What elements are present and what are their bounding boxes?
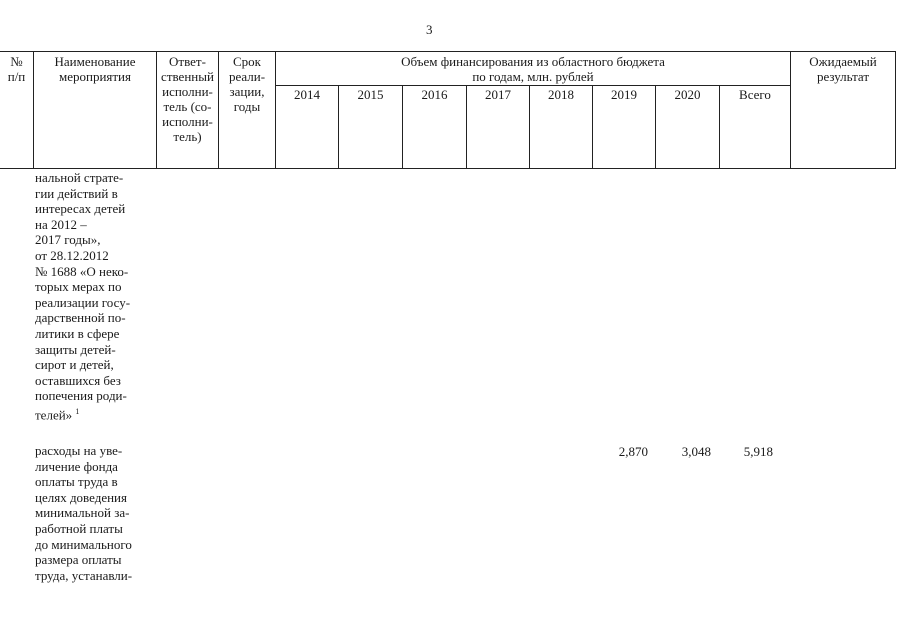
header-funding-line2: по годам, млн. рублей bbox=[472, 69, 594, 84]
header-resp-line5: исполни- bbox=[162, 114, 213, 129]
header-resp-line3: исполни- bbox=[162, 84, 213, 99]
row1-line: интересах детей bbox=[35, 201, 126, 217]
header-term-line4: годы bbox=[233, 99, 261, 114]
header-term-line3: зации, bbox=[229, 84, 265, 99]
header-name-line1: Наименование bbox=[54, 54, 136, 69]
row1-last-line: телей» bbox=[35, 407, 73, 423]
header-num bbox=[0, 54, 33, 84]
header-term bbox=[219, 54, 275, 114]
row2-name bbox=[35, 443, 132, 583]
header-year-2017: 2017 bbox=[485, 87, 511, 102]
row2-line: оплаты труда в bbox=[35, 474, 118, 490]
row1-line: на 2012 – bbox=[35, 216, 87, 232]
header-result-line1: Ожидаемый bbox=[809, 54, 877, 69]
row1-line: нальной страте- bbox=[35, 170, 124, 185]
row1-line: оставшихся без bbox=[35, 372, 121, 388]
header-responsible bbox=[157, 54, 218, 144]
header-resp-line2: ственный bbox=[161, 69, 214, 84]
header-result-line2: результат bbox=[816, 69, 870, 84]
row2-line: размера оплаты bbox=[35, 552, 122, 568]
header-term-line1: Срок bbox=[233, 54, 261, 69]
row2-line: личение фонда bbox=[35, 458, 118, 474]
header-result bbox=[791, 54, 895, 84]
page-number: 3 bbox=[426, 22, 433, 37]
header-resp-line1: Ответ- bbox=[169, 54, 206, 69]
row2-line: минимальной за- bbox=[35, 505, 130, 521]
header-name bbox=[34, 54, 156, 84]
row2-line: целях доведения bbox=[35, 489, 127, 505]
row2-line: расходы на уве- bbox=[35, 443, 123, 458]
row1-line: литики в сфере bbox=[35, 325, 120, 341]
table-header bbox=[0, 51, 905, 169]
header-funding bbox=[276, 54, 790, 84]
row1-line bbox=[35, 404, 130, 423]
header-year-2018: 2018 bbox=[548, 87, 574, 102]
row2-line: работной платы bbox=[35, 520, 123, 536]
row2-value-total: 5,918 bbox=[743, 444, 773, 459]
row1-line: торых мерах по bbox=[35, 279, 122, 295]
header-year-2019: 2019 bbox=[611, 87, 637, 102]
row1-line: сирот и детей, bbox=[35, 357, 114, 373]
header-num-line1: № bbox=[10, 54, 23, 69]
row1-line: № 1688 «О неко- bbox=[35, 263, 129, 279]
row1-line: от 28.12.2012 bbox=[35, 247, 109, 263]
header-resp-line4: тель (со- bbox=[163, 99, 212, 114]
header-resp-line6: тель) bbox=[173, 129, 202, 144]
row1-line: гии действий в bbox=[35, 185, 118, 201]
row2-line: труда, устанавли- bbox=[35, 567, 133, 583]
row2-value-2020: 3,048 bbox=[681, 444, 711, 459]
row1-line: реализации госу- bbox=[35, 294, 131, 310]
header-year-2020: 2020 bbox=[674, 87, 701, 102]
row1-line: дарственной по- bbox=[35, 310, 126, 326]
header-funding-line1: Объем финансирования из областного бюджета bbox=[401, 54, 665, 69]
row2-value-2019: 2,870 bbox=[618, 444, 648, 459]
header-year-2016: 2016 bbox=[421, 87, 448, 102]
header-term-line2: реали- bbox=[228, 69, 266, 84]
header-year-2015: 2015 bbox=[357, 87, 384, 102]
header-total: Всего bbox=[739, 87, 771, 102]
header-year-2014: 2014 bbox=[294, 87, 320, 102]
row1-name bbox=[35, 170, 130, 423]
row2-line: до минимального bbox=[35, 536, 132, 552]
header-name-line2: мероприятия bbox=[58, 69, 131, 84]
row1-line: попечения роди- bbox=[35, 388, 127, 404]
footnote-marker: 1 bbox=[75, 406, 80, 416]
row1-line: защиты детей- bbox=[35, 341, 116, 357]
row1-line: 2017 годы», bbox=[35, 232, 101, 248]
header-num-line2: п/п bbox=[7, 69, 26, 84]
